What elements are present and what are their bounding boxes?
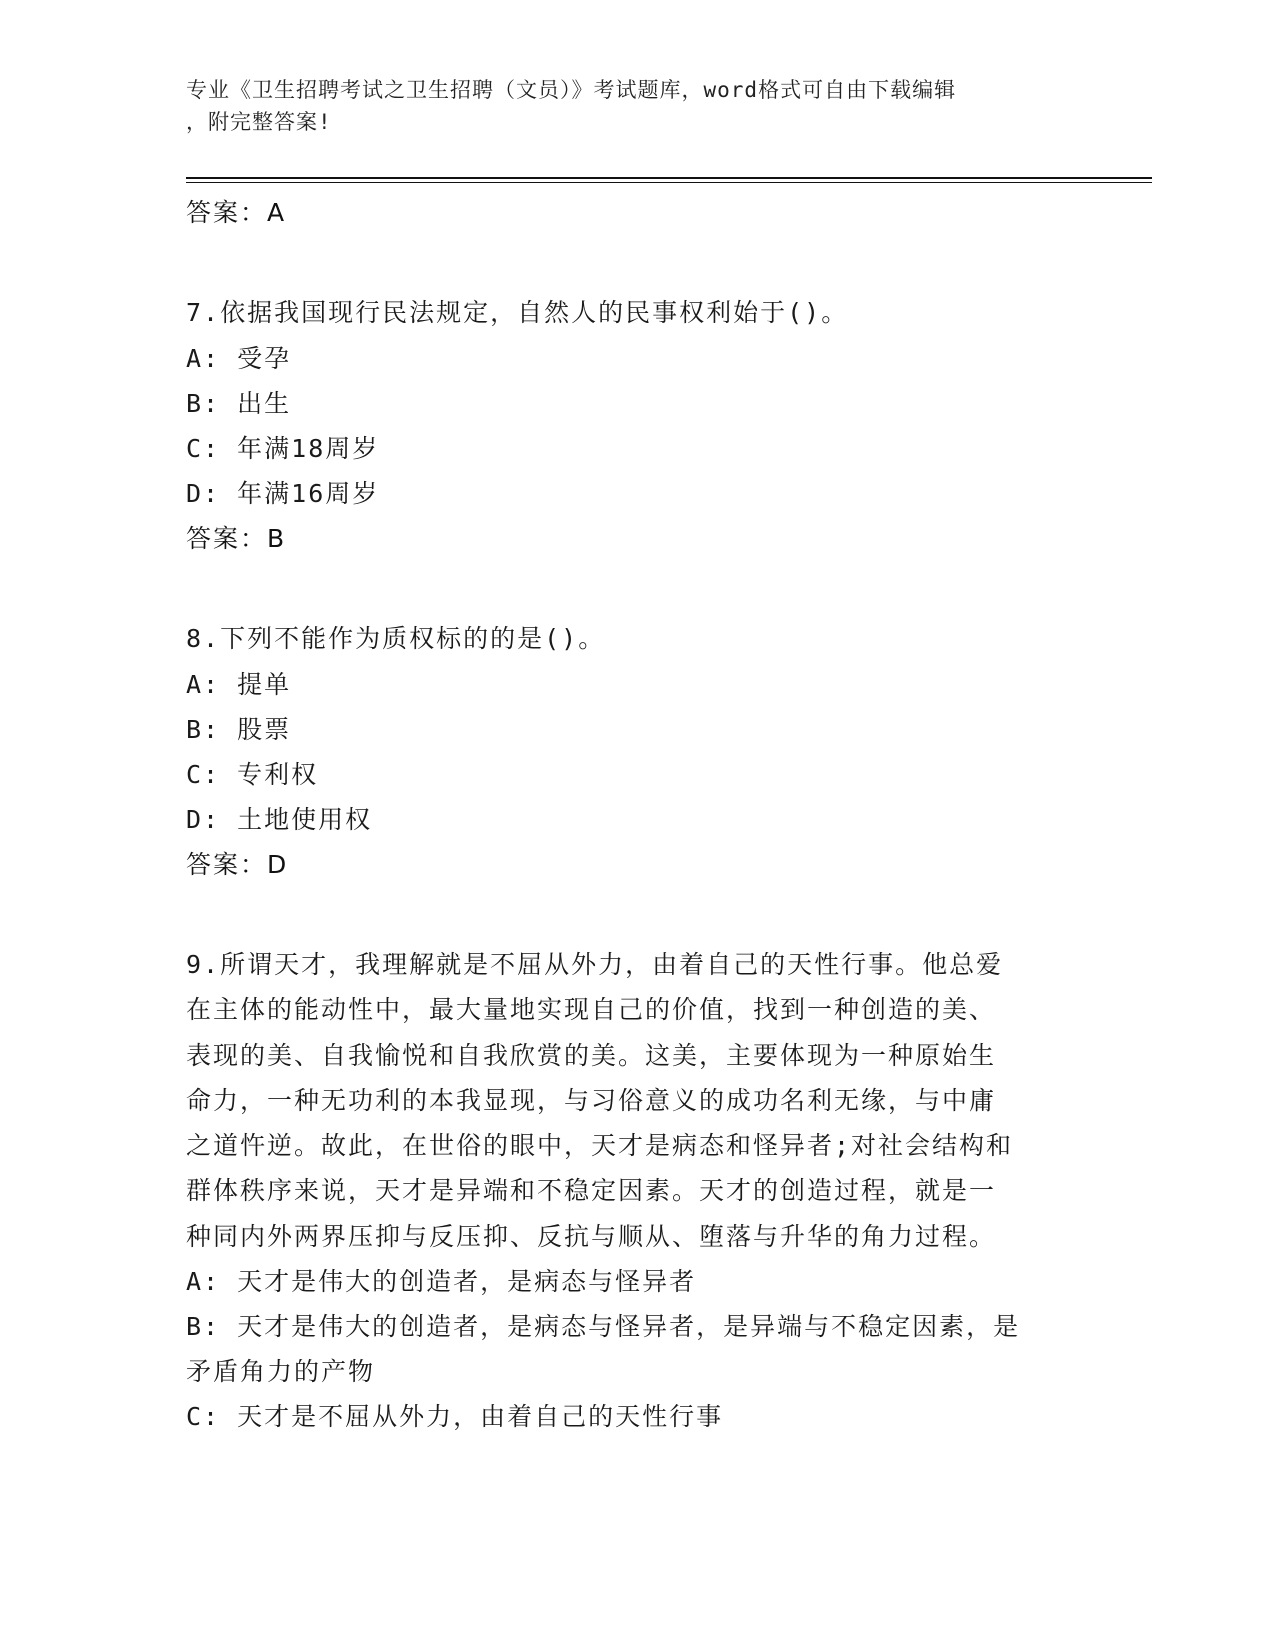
question-7-option-a: A: 受孕 [186, 344, 292, 373]
question-9-option-a [186, 1259, 1086, 1304]
header-line-1: 专业《卫生招聘考试之卫生招聘（文员）》考试题库，word格式可自由下载编辑 [186, 78, 957, 102]
question-9-line: 9.所谓天才，我理解就是不屈从外力，由着自己的天性行事。他总爱 [186, 950, 1004, 979]
question-8-option-d: D: 土地使用权 [186, 805, 373, 834]
question-8-option-c: C: 专利权 [186, 760, 319, 789]
spacer [186, 236, 1086, 290]
question-9-line: 表现的美、自我愉悦和自我欣赏的美。这美，主要体现为一种原始生 [186, 1040, 997, 1070]
question-7-option-d: D: 年满16周岁 [186, 479, 380, 508]
question-7-option-b: B: 出生 [186, 389, 292, 418]
question-9-line: 命力，一种无功利的本我显现，与习俗意义的成功名利无缘，与中庸 [186, 1085, 997, 1115]
option-line: B: 天才是伟大的创造者，是病态与怪异者，是异端与不稳定因素，是 [186, 1312, 1021, 1342]
question-7-text: 7.依据我国现行民法规定，自然人的民事权利始于()。 [186, 298, 849, 327]
question-block-8 [186, 616, 1086, 888]
header-divider-thin [186, 182, 1152, 183]
spacer [186, 562, 1086, 616]
spacer [186, 888, 1086, 942]
answer-8: 答案：D [186, 850, 289, 879]
question-9-option-b [186, 1304, 1086, 1394]
question-9-option-c [186, 1394, 1086, 1439]
question-7-option-c: C: 年满18周岁 [186, 434, 380, 463]
question-9-line: 在主体的能动性中，最大量地实现自己的价值，找到一种创造的美、 [186, 995, 997, 1025]
option-line: A: 天才是伟大的创造者，是病态与怪异者 [186, 1267, 697, 1297]
question-block-9 [186, 942, 1086, 1439]
question-list [186, 190, 1086, 1439]
question-9-line: 之道忤逆。故此，在世俗的眼中，天才是病态和怪异者;对社会结构和 [186, 1131, 1014, 1161]
question-9-line: 群体秩序来说，天才是异端和不稳定因素。天才的创造过程，就是一 [186, 1176, 997, 1206]
question-8-option-b: B: 股票 [186, 715, 292, 744]
header-line-2: ，附完整答案! [186, 110, 332, 134]
question-8-option-a: A: 提单 [186, 670, 292, 699]
question-9-text [186, 942, 1086, 1259]
header-divider-thick [186, 177, 1152, 179]
question-block-7 [186, 290, 1086, 562]
option-line: 矛盾角力的产物 [186, 1357, 376, 1387]
question-9-line: 种同内外两界压抑与反压抑、反抗与顺从、堕落与升华的角力过程。 [186, 1221, 997, 1251]
answer-7: 答案：B [186, 524, 287, 553]
option-line: C: 天才是不屈从外力，由着自己的天性行事 [186, 1402, 724, 1432]
document-header [186, 74, 1066, 138]
question-8-text: 8.下列不能作为质权标的的是()。 [186, 624, 606, 653]
answer-6: 答案：A [186, 198, 287, 227]
